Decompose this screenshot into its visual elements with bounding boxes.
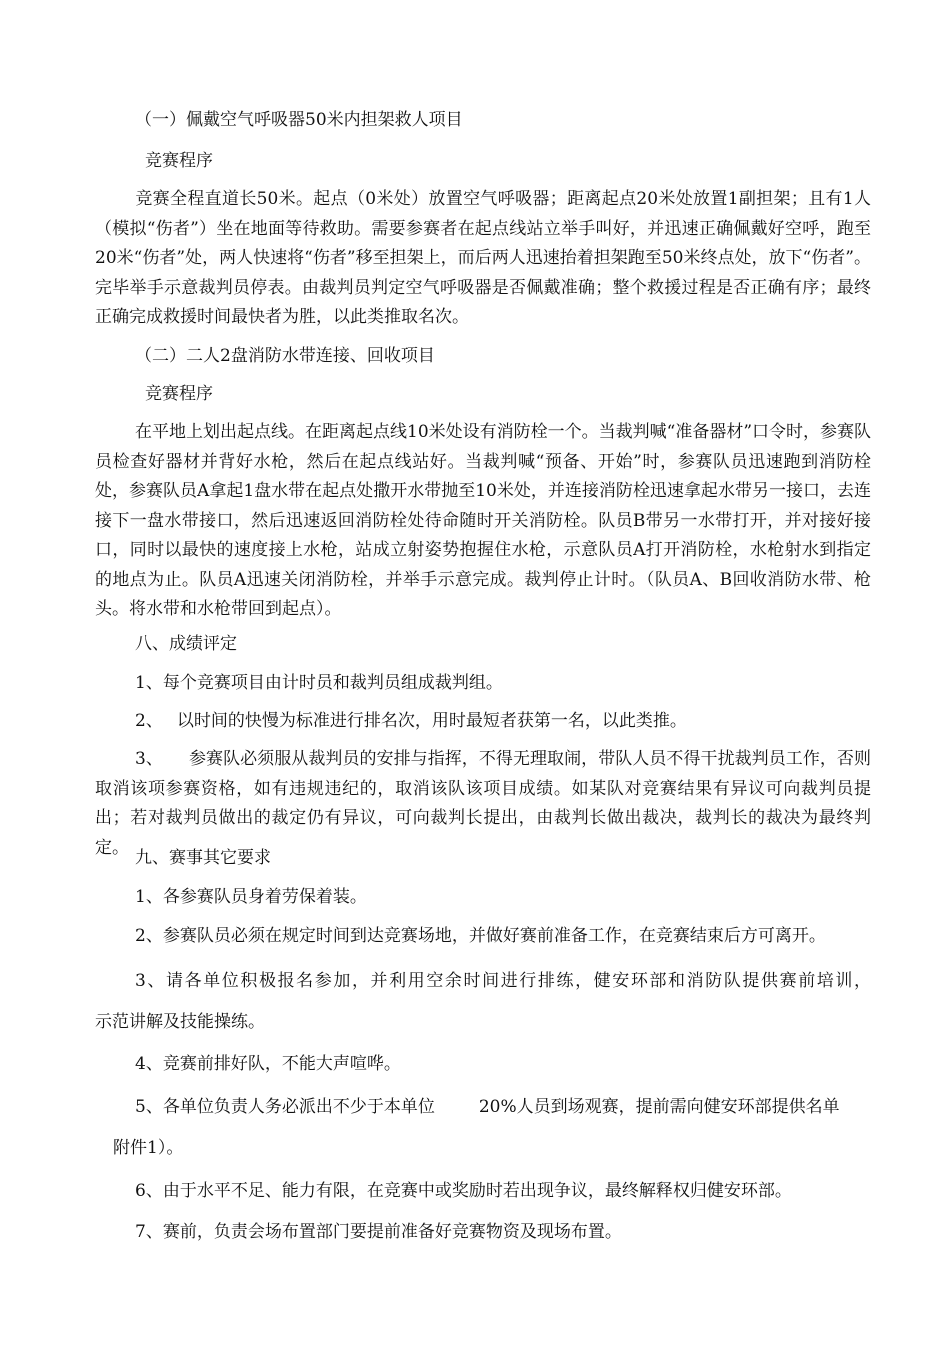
section1-heading: （一）佩戴空气呼吸器50米内担架救人项目 xyxy=(135,110,463,130)
section1-subheading: 竞赛程序 xyxy=(145,151,213,171)
section8-item-2 xyxy=(135,711,687,731)
section2-heading: （二）二人2盘消防水带连接、回收项目 xyxy=(135,346,435,366)
section9-item-3-line2: 示范讲解及技能操练。 xyxy=(95,1012,265,1032)
section8-item-3 xyxy=(95,745,871,863)
section8-heading: 八、成绩评定 xyxy=(135,634,237,654)
section9-item-5-part1: 5、各单位负责人务必派出不少于本单位 xyxy=(135,1097,435,1117)
section8-item-2-number: 2、 xyxy=(135,711,163,731)
section8-item-2-text: 以时间的快慢为标准进行排名次，用时最短者获第一名，以此类推。 xyxy=(176,711,687,731)
section8-item-3-number: 3、 xyxy=(135,749,163,769)
section8-item-1: 1、每个竞赛项目由计时员和裁判员组成裁判组。 xyxy=(135,673,503,693)
section1-paragraph xyxy=(95,185,871,333)
section9-item-5 xyxy=(135,1097,840,1117)
section2-paragraph-text: 在平地上划出起点线。在距离起点线10米处设有消防栓一个。当裁判喊“准备器材”口令时，参赛队员检查好器材并背好水枪，然后在起点线站好。当裁判喊“预备、开始”时，参赛队员迅速跑到消防栓处，参赛队员A拿起1盘水带在起点处撒开水带抛至10米处，并连接消防栓迅速拿起水带另一接口，去连接下一盘水带接口，然后迅速返回消防栓处待命随时开关消防栓。队员B带另一水带打开，并对接好接口，同时以最快的速度接上水枪，站成立射姿势抱握住水枪，示意队员A打开消防栓，水枪射水到指定的地点为止。队员A迅速关闭消防栓，并举手示意完成。裁判停止计时。（队员A、B回收消防水带、枪头。将水带和水枪带回到起点）。 xyxy=(95,422,872,619)
section9-item-5-line2: 附件1）。 xyxy=(113,1138,184,1158)
section9-item-7: 7、赛前，负责会场布置部门要提前准备好竞赛物资及现场布置。 xyxy=(135,1222,622,1242)
section9-item-6: 6、由于水平不足、能力有限，在竞赛中或奖励时若出现争议，最终解释权归健安环部。 xyxy=(135,1181,792,1201)
section9-item-4: 4、竞赛前排好队，不能大声喧哗。 xyxy=(135,1054,401,1074)
section9-item-2: 2、参赛队员必须在规定时间到达竞赛场地，并做好赛前准备工作，在竞赛结束后方可离开。 xyxy=(135,926,826,946)
section1-paragraph-text: 竞赛全程直道长50米。起点（0米处）放置空气呼吸器；距离起点20米处放置1副担架；且有1人（模拟“伤者”）坐在地面等待救助。需要参赛者在起点线站立举手叫好，并迅速正确佩戴好空呼，跑至20米“伤者”处，两人快速将“伤者”移至担架上，而后两人迅速抬着担架跑至50米终点处，放下“伤者”。完毕举手示意裁判员停表。由裁判员判定空气呼吸器是否佩戴准确；整个救援过程是否正确有序；最终正确完成救援时间最快者为胜，以此类推取名次。 xyxy=(95,189,871,327)
section2-subheading: 竞赛程序 xyxy=(145,384,213,404)
section2-paragraph xyxy=(95,418,871,625)
section9-item-1: 1、各参赛队员身着劳保着装。 xyxy=(135,887,367,907)
section9-item-5-part2: 20%人员到场观赛，提前需向健安环部提供名单 xyxy=(478,1097,840,1117)
section9-item-3-line1: 3、请各单位积极报名参加，并利用空余时间进行排练，健安环部和消防队提供赛前培训， xyxy=(135,971,871,991)
section8-item-3-text: 参赛队必须服从裁判员的安排与指挥，不得无理取闹，带队人员不得干扰裁判员工作，否则取消该项参赛资格，如有违规违纪的，取消该队该项目成绩。如某队对竞赛结果有异议可向裁判员提出；若对裁判员做出的裁定仍有异议，可向裁判长提出，由裁判长做出裁决，裁判长的裁决为最终判定。 xyxy=(95,749,871,858)
section9-heading: 九、赛事其它要求 xyxy=(135,848,271,868)
